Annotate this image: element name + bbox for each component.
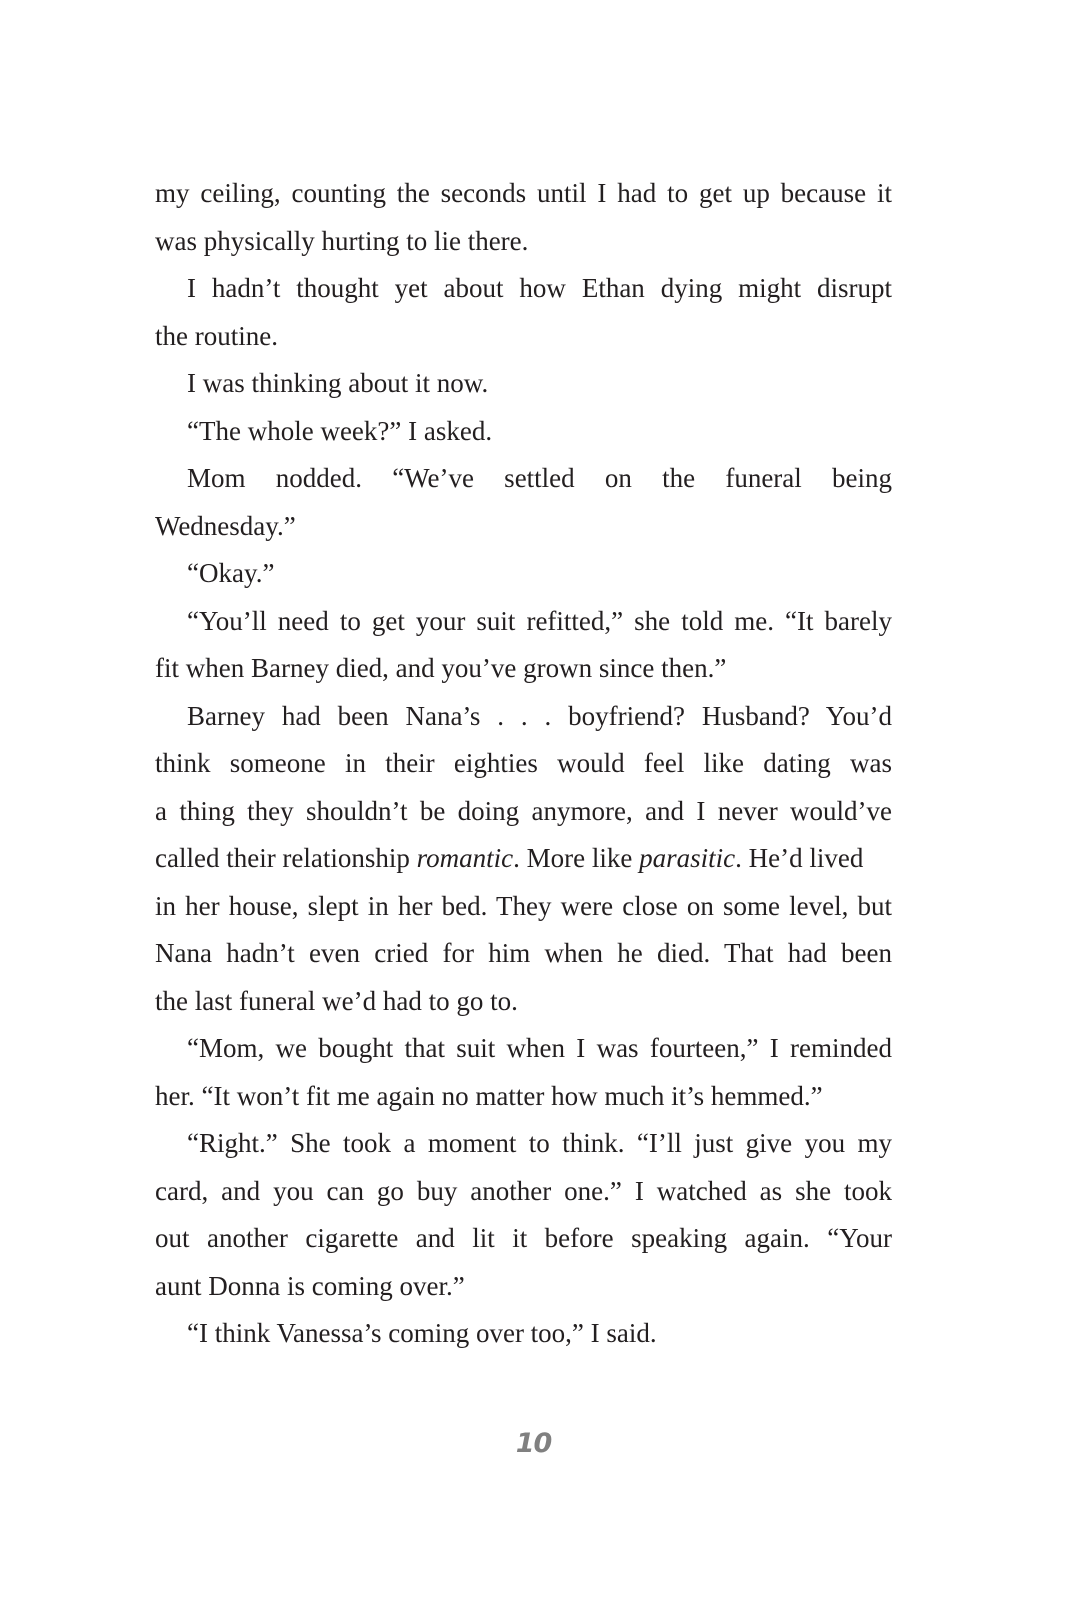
text-line: Mom nodded. “We’ve settled on the funeral being xyxy=(187,463,892,493)
text-line: aunt Donna is coming over.” xyxy=(155,1270,465,1301)
text-line: was physically hurting to lie there. xyxy=(155,225,529,256)
page-number: 10 xyxy=(515,1428,552,1459)
text-line: “Okay.” xyxy=(187,558,275,588)
text-line: fit when Barney died, and you’ve grown since then.” xyxy=(155,653,727,683)
text-line: I hadn’t thought yet about how Ethan dying might disrupt xyxy=(187,273,892,303)
text-line: Wednesday.” xyxy=(155,510,296,541)
text-line: in her house, slept in her bed. They were close on some level, but xyxy=(155,890,892,921)
italic-word: romantic xyxy=(416,843,514,873)
text-line: the last funeral we’d had to go to. xyxy=(155,985,518,1016)
text-line: “The whole week?” I asked. xyxy=(187,415,493,446)
text-line: my ceiling, counting the seconds until I had to get up because it xyxy=(155,178,892,208)
text-line: “I think Vanessa’s coming over too,” I said. xyxy=(187,1318,657,1348)
text-line: Nana hadn’t even cried for him when he died. That had been xyxy=(155,938,892,968)
text-segment: called their relationship xyxy=(155,843,417,873)
text-line: her. “It won’t fit me again no matter how much it’s hemmed.” xyxy=(155,1080,823,1111)
text-line: “You’ll need to get your suit refitted,” she told me. “It barely xyxy=(187,605,892,636)
text-line: “Right.” She took a moment to think. “I’ll just give you my xyxy=(187,1128,892,1158)
text-line-mixed xyxy=(155,835,892,883)
text-segment: . More like xyxy=(513,843,640,873)
text-segment: . He’d lived xyxy=(735,843,864,873)
text-line: “Mom, we bought that suit when I was fourteen,” I reminded xyxy=(187,1033,892,1063)
text-line: think someone in their eighties would feel like dating was xyxy=(155,748,892,778)
text-line: the routine. xyxy=(155,320,278,351)
italic-word: parasitic xyxy=(639,843,736,873)
body-text xyxy=(155,170,892,1358)
text-line: Barney had been Nana’s . . . boyfriend? Husband? You’d xyxy=(187,700,892,731)
text-line: card, and you can go buy another one.” I watched as she took xyxy=(155,1175,892,1206)
text-line: out another cigarette and lit it before speaking again. “Your xyxy=(155,1223,892,1253)
text-line: I was thinking about it now. xyxy=(187,368,489,398)
text-line: a thing they shouldn’t be doing anymore, and I never would’ve xyxy=(155,795,892,826)
